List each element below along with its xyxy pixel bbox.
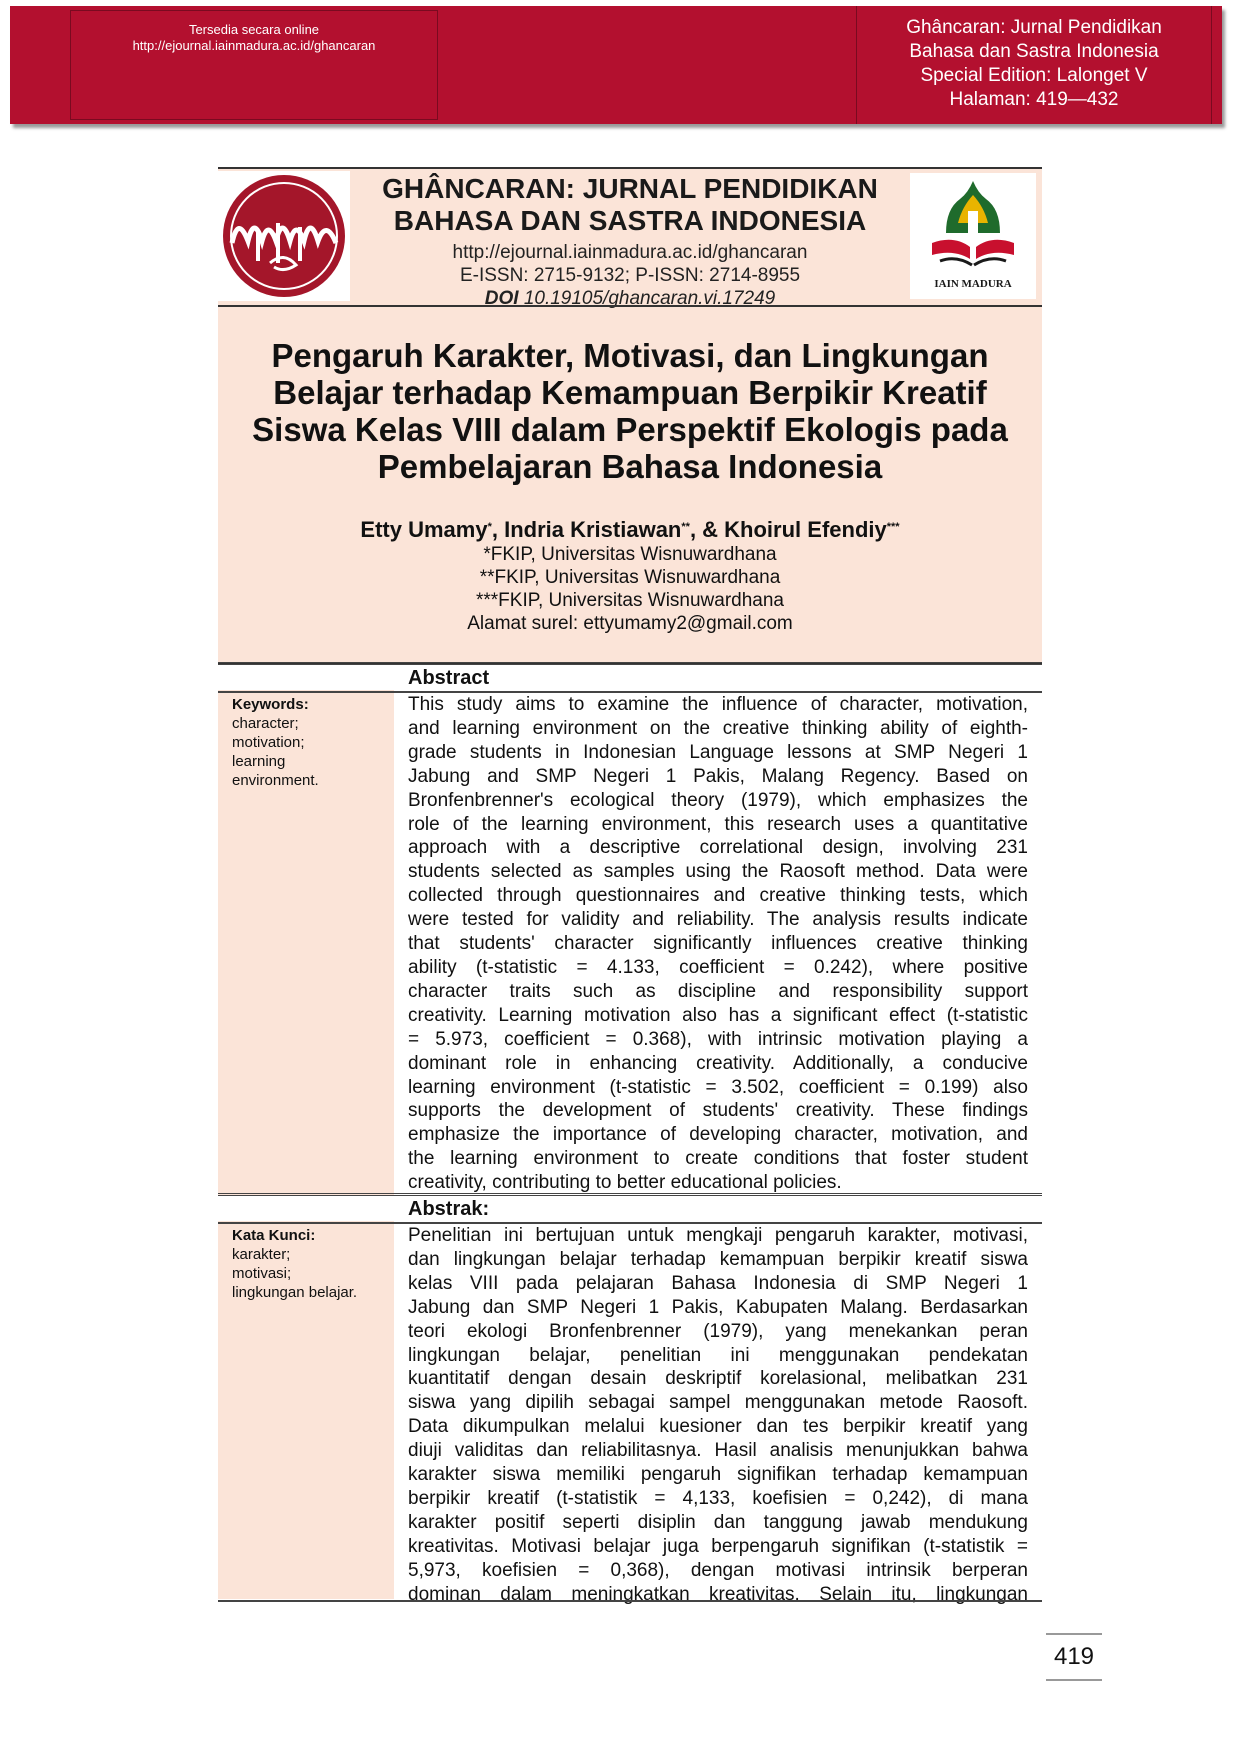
paper-title-line2: Belajar terhadap Kemampuan Berpikir Kreatif [273, 374, 987, 411]
article-header [218, 167, 1042, 664]
abstract-line: diuji validitas dan reliabilitasnya. Hasil analisis menunjukkan bahwa [408, 1440, 1028, 1462]
abstract-line: karakter siswa memiliki pengaruh signifikan terhadap kemampuan [408, 1464, 1028, 1486]
paper-title [228, 337, 1032, 485]
abstract-line: berpikir kreatif (t-statistik = 4,133, koefisien = 0,242), di mana [408, 1487, 1028, 1509]
author-marker: ** [681, 521, 690, 533]
abstract-line: creativity, contributing to better educational policies. [408, 1172, 842, 1194]
abstract-line: approach with a descriptive correlational design, involving 231 [408, 837, 1028, 859]
kata-kunci-box [232, 1226, 382, 1302]
abstract-line: collected through questionnaires and creative thinking tests, which [408, 885, 1028, 907]
availability-text: Tersedia secara online [188, 22, 320, 37]
journal-title [354, 173, 906, 237]
author-marker: * [487, 521, 492, 533]
abstract-line: ability (t-statistic = 4.133, coefficient = 0.242), where positive [408, 956, 1028, 978]
abstract-line: dominant role in enhancing creativity. Additionally, a conducive [408, 1052, 1028, 1074]
keyword: learning [232, 753, 286, 770]
keyword: character; [232, 715, 299, 732]
journal-title-line1: GHÂNCARAN: JURNAL PENDIDIKAN [382, 173, 878, 204]
abstract-line: = 5.973, coefficient = 0.368), with intrinsic motivation playing a [408, 1028, 1028, 1050]
journal-meta [354, 241, 906, 310]
abstract-line: grade students in Indonesian Language lessons at SMP Negeri 1 [408, 741, 1028, 763]
abstract-line: Jabung and SMP Negeri 1 Pakis, Malang Regency. Based on [408, 765, 1028, 787]
journal-name-line1: Ghâncaran: Jurnal Pendidikan [906, 17, 1162, 38]
abstract-line: dominan dalam meningkatkan kreativitas. Selain itu, lingkungan [408, 1583, 1028, 1605]
doi-label: DOI [484, 288, 519, 309]
abstract-line: emphasize the importance of developing character, motivation, and [408, 1124, 1028, 1146]
abstract-line: Data dikumpulkan melalui kuesioner dan tes berpikir kreatif yang [408, 1416, 1028, 1438]
affiliation: **FKIP, Universitas Wisnuwardhana [479, 567, 781, 588]
abstract-body [408, 693, 1028, 1195]
availability-box [70, 10, 438, 120]
abstract-line: role of the learning environment, this research uses a quantitative [408, 813, 1028, 835]
abstract-line: learning environment (t-statistic = 3.502, coefficient = 0.199) also [408, 1076, 1028, 1098]
abstract-line: dan lingkungan belajar terhadap kemampuan berpikir kreatif siswa [408, 1248, 1028, 1270]
journal-name-line2: Bahasa dan Sastra Indonesia [909, 41, 1159, 62]
abstract-section [218, 662, 1042, 1196]
iain-madura-logo [910, 173, 1036, 299]
abstract-line: Bronfenbrenner's ecological theory (1979), which emphasizes the [408, 789, 1028, 811]
keyword: motivasi; [232, 1265, 292, 1282]
keyword: environment. [232, 772, 319, 789]
journal-info-box [856, 6, 1212, 124]
abstrak-body [408, 1224, 1028, 1607]
abstract-line: siswa yang dipilih sebagai sampel menggunakan metode Raosoft. [408, 1392, 1028, 1414]
abstract-line: that students' character significantly influences creative thinking [408, 933, 1028, 955]
abstract-top-rule [218, 662, 1042, 665]
abstract-line: were tested for validity and reliability. The analysis results indicate [408, 909, 1028, 931]
author-name: Indria Kristiawan [504, 517, 682, 542]
journal-url-link[interactable]: http://ejournal.iainmadura.ac.id/ghancaran [132, 38, 376, 53]
iain-madura-logo-text: IAIN MADURA [934, 278, 1012, 290]
abstract-line: 5,973, koefisien = 0,368), dengan motivasi intrinsik berperan [408, 1559, 1028, 1581]
affiliations [228, 543, 1032, 635]
abstract-line: kuantitatif dengan desain deskriptif korelasional, melibatkan 231 [408, 1368, 1028, 1390]
abstract-line: lingkungan belajar, penelitian ini menggunakan pendekatan [408, 1344, 1028, 1366]
doi-link[interactable]: 10.19105/ghancaran.vi.17249 [523, 288, 776, 309]
keyword: karakter; [232, 1246, 291, 1263]
abstract-line: karakter positif seperti disiplin dan tanggung jawab mendukung [408, 1511, 1028, 1533]
journal-url[interactable]: http://ejournal.iainmadura.ac.id/ghancaran [452, 242, 808, 263]
abstract-line: teori ekologi Bronfenbrenner (1979), yang menekankan peran [408, 1320, 1028, 1342]
affiliation: ***FKIP, Universitas Wisnuwardhana [475, 590, 784, 611]
author-name: Khoirul Efendiy [724, 517, 887, 542]
abstract-line: Jabung dan SMP Negeri 1 Pakis, Kabupaten Malang. Berdasarkan [408, 1296, 1028, 1318]
keywords-box [232, 695, 382, 790]
abstrak-bottom-rule [218, 1600, 1042, 1602]
keyword: lingkungan belajar. [232, 1284, 358, 1301]
abstract-line: This study aims to examine the influence of character, motivation, [408, 694, 1028, 715]
paper-title-line1: Pengaruh Karakter, Motivasi, dan Lingkungan [271, 337, 989, 374]
abstract-line: and learning environment on the creative thinking ability of eighth- [408, 717, 1028, 739]
abstract-line: the learning environment to create conditions that foster student [408, 1148, 1028, 1170]
header-divider [218, 305, 1042, 307]
edition-text: Special Edition: Lalonget V [920, 65, 1148, 86]
keyword: motivation; [232, 734, 305, 751]
abstract-line: students selected as samples using the Raosoft method. Data were [408, 861, 1028, 883]
abstract-line: kelas VIII pada pelajaran Bahasa Indonesia di SMP Negeri 1 [408, 1272, 1028, 1294]
page-range-text: Halaman: 419—432 [949, 89, 1119, 110]
contact-email[interactable]: Alamat surel: ettyumamy2@gmail.com [467, 613, 793, 634]
author-marker: *** [886, 521, 900, 533]
kata-kunci-label: Kata Kunci: [232, 1227, 316, 1244]
ghancaran-logo [218, 171, 350, 301]
affiliation: *FKIP, Universitas Wisnuwardhana [483, 544, 777, 565]
abstrak-section [218, 1193, 1042, 1603]
abstrak-top-rule [218, 1193, 1042, 1196]
paper-title-line3: Siswa Kelas VIII dalam Perspektif Ekologis pada [252, 411, 1008, 448]
keywords-label: Keywords: [232, 696, 309, 713]
abstract-line: kreativitas. Motivasi belajar juga berpengaruh signifikan (t-statistik = [408, 1535, 1028, 1557]
abstrak-heading: Abstrak: [408, 1198, 490, 1220]
page-number: 419 [1046, 1633, 1102, 1681]
paper-title-line4: Pembelajaran Bahasa Indonesia [377, 448, 883, 485]
author-list: Etty Umamy*, Indria Kristiawan**, & Khoirul Efendiy*** [360, 517, 900, 542]
journal-title-line2: BAHASA DAN SASTRA INDONESIA [393, 205, 867, 236]
abstract-line: character traits such as discipline and responsibility support [408, 980, 1028, 1002]
abstract-line: supports the development of students' creativity. These findings [408, 1100, 1028, 1122]
author-name: Etty Umamy [360, 517, 488, 542]
journal-banner [10, 6, 1222, 124]
abstract-line: creativity. Learning motivation also has a significant effect (t-statistic [408, 1004, 1028, 1026]
abstract-heading: Abstract [408, 667, 490, 689]
issn-text: E-ISSN: 2715-9132; P-ISSN: 2714-8955 [459, 265, 801, 286]
abstract-line: Penelitian ini bertujuan untuk mengkaji pengaruh karakter, motivasi, [408, 1225, 1028, 1246]
